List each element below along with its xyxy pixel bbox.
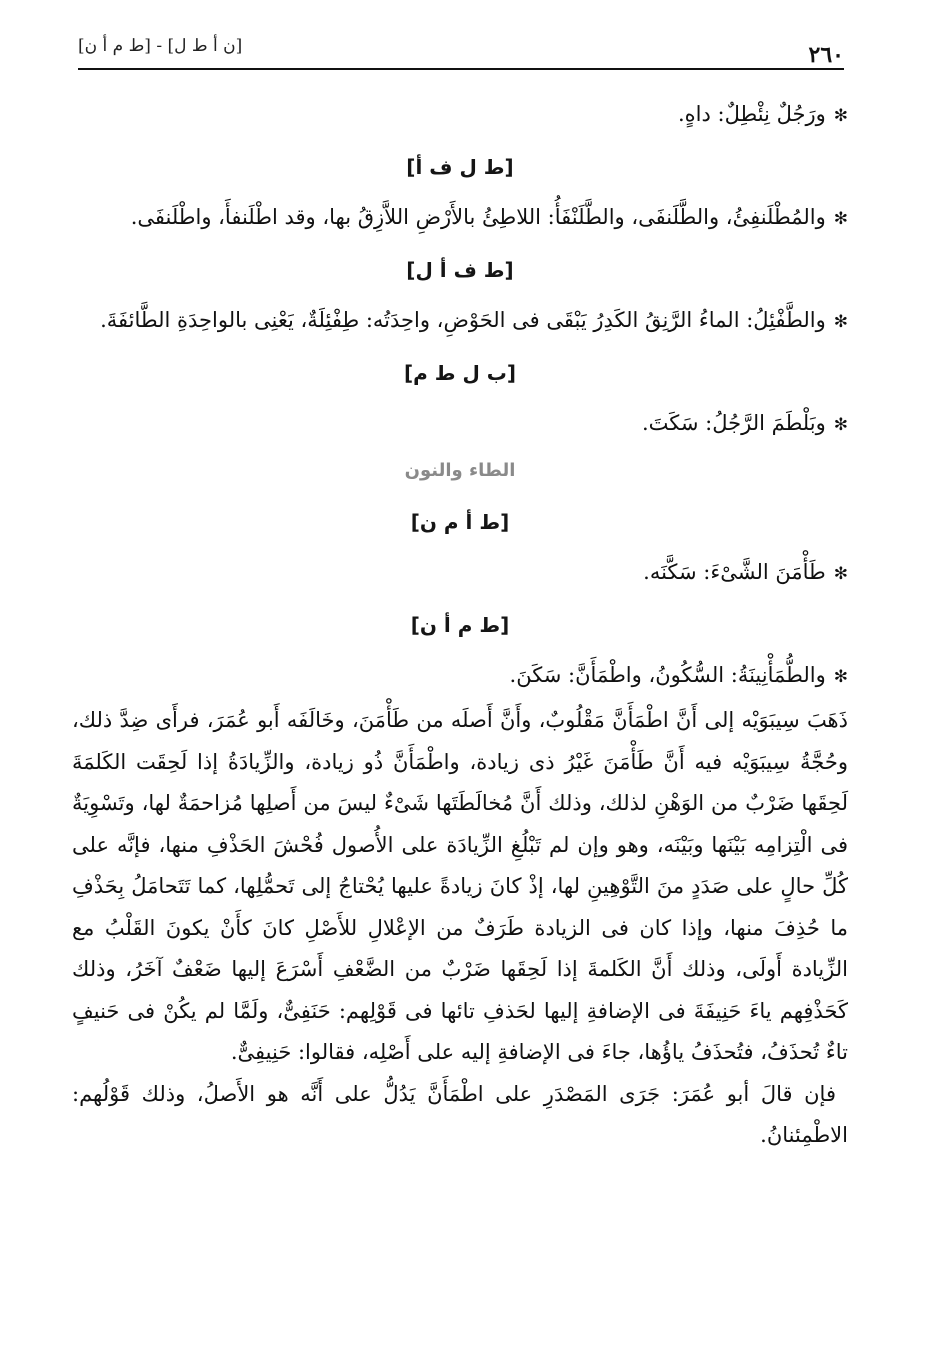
entry-text <box>72 298 848 345</box>
page-number: ٢٦٠ <box>808 42 844 68</box>
chapter-title: الطاء والنون <box>404 460 516 481</box>
root-heading: [ط أ م ن] <box>410 510 510 534</box>
root-heading: [ط ف أ ل] <box>406 258 514 282</box>
root-heading: [ب ل ط م] <box>403 361 517 385</box>
entry-text <box>72 195 848 242</box>
header-rule <box>78 68 844 70</box>
entry-body: ورَجُلٌ نِئْطِلٌ: داهٍ. <box>677 102 826 126</box>
asterisk-icon: ✻ <box>833 415 848 435</box>
running-header <box>78 32 844 72</box>
asterisk-icon: ✻ <box>833 209 848 229</box>
asterisk-icon: ✻ <box>833 564 848 584</box>
entry-text <box>72 653 848 700</box>
entry-body: طَأْمَنَ الشَّىْءَ: سَكَّنَه. <box>643 560 826 584</box>
asterisk-icon: ✻ <box>833 106 848 126</box>
asterisk-icon: ✻ <box>833 312 848 332</box>
root-heading: [ط م أ ن] <box>410 613 510 637</box>
header-root-range: [ن أ ط ل] - [ط م أ ن] <box>78 36 243 56</box>
entry-body: وبَلْطَمَ الرَّجُلُ: سَكَتَ. <box>641 411 826 435</box>
entry-text <box>72 92 848 139</box>
entry-body: والطَّفْئِلُ: الماءُ الرَّنِقُ الكَدِرُ يَبْقَى فى الحَوْضِ، واحِدَتُه: طِفْئِلَةٌ، يَعْنِى بالواحِدَةِ الطَّائفَةَ. <box>100 308 826 332</box>
entry-text <box>72 550 848 597</box>
commentary-paragraph: ذَهَبَ سِيبَوَيْه إلى أَنَّ اطْمَأَنَّ مَقْلُوبٌ، وأَنَّ أَصلَه من طَأْمَنَ، وخَالَفَه أَبو عُمَرَ، فرأَى ضِدَّ ذلك، وحُجَّةُ سِيبَوَيْه فيه أَنَّ طَأْمَنَ غَيْرُ ذى زيادة، واطْمَأَنَّ ذُو زيادة، والزِّيادَةُ إذا لَحِقَت الكَلمَةَ لَحِقَها ضَرْبٌ من الوَهْنِ لذلك، وذلك أَنَّ مُخالَطَتَها شَىْءٌ ليسَ من أَصلِها مُزاحمَةٌ لها، وتَسْوِيَةٌ فى الْتِزامِه بَيْنَها وبَيْنَه، وهو وإن لم تَبْلُغِ الزِّيادَة على الأُصول فُحْشَ الحَذْفِ منها، فإنَّه على كُلِّ حالٍ على صَدَدٍ منَ التَّوْهِينِ لها، إذْ كانَ زيادةً عليها يُحْتاجُ إلى تَحمُّلِها، كما تَتَحامَلُ بِحَذْفِ ما حُذِفَ منها، وإذا كان فى الزيادة طَرَفٌ من الإعْلالِ للأَصْلِ كانَ كأَنْ يكونَ القَلْبُ مع الزِّيادة أَولَى، وذلك أَنَّ الكَلمةَ إذا لَحِقَها ضَرْبٌ من الضَّعْفِ أَسْرَعَ إليها ضَعْفٌ آخَرُ، وذلك كَحَذْفِهم ياءَ حَنِيفَةَ فى الإضافةِ إليها لحَذفِ تائها فى قَوْلِهم: حَنَفِىٌّ، ولَمَّا لم يكُنْ فى حَنيفٍ تاءٌ تُحذَفُ، فتُحذَفُ ياؤُها، جاءَ فى الإضافةِ إليه على أَصْلِه، فقالوا: حَنِيفِىٌّ. <box>72 708 848 1064</box>
page-content <box>72 92 848 1157</box>
entry-text <box>72 401 848 448</box>
entry-body: والمُطْلَنفِئُ، والطَّلَنفَى، والطَّلَنْفَأُ: اللاطِئُ بالأَرْضِ اللاَّزِقُ بها، وقد اطْلَنفأَ، واطْلَنفَى. <box>130 205 826 229</box>
asterisk-icon: ✻ <box>833 667 848 687</box>
commentary-paragraph: فإن قالَ أبو عُمَرَ: جَرَى المَصْدَرِ على اطْمَأَنَّ يَدُلُّ على أَنَّه هو الأَصلُ، وذلك قَوْلُهم: الاطْمِئنانُ. <box>72 1081 848 1147</box>
root-heading: [ط ل ف أ] <box>406 155 514 179</box>
entry-body: والطُّمَأْنِينَةُ: السُّكُونُ، واطْمَأَنَّ: سَكَنَ. <box>509 663 826 687</box>
